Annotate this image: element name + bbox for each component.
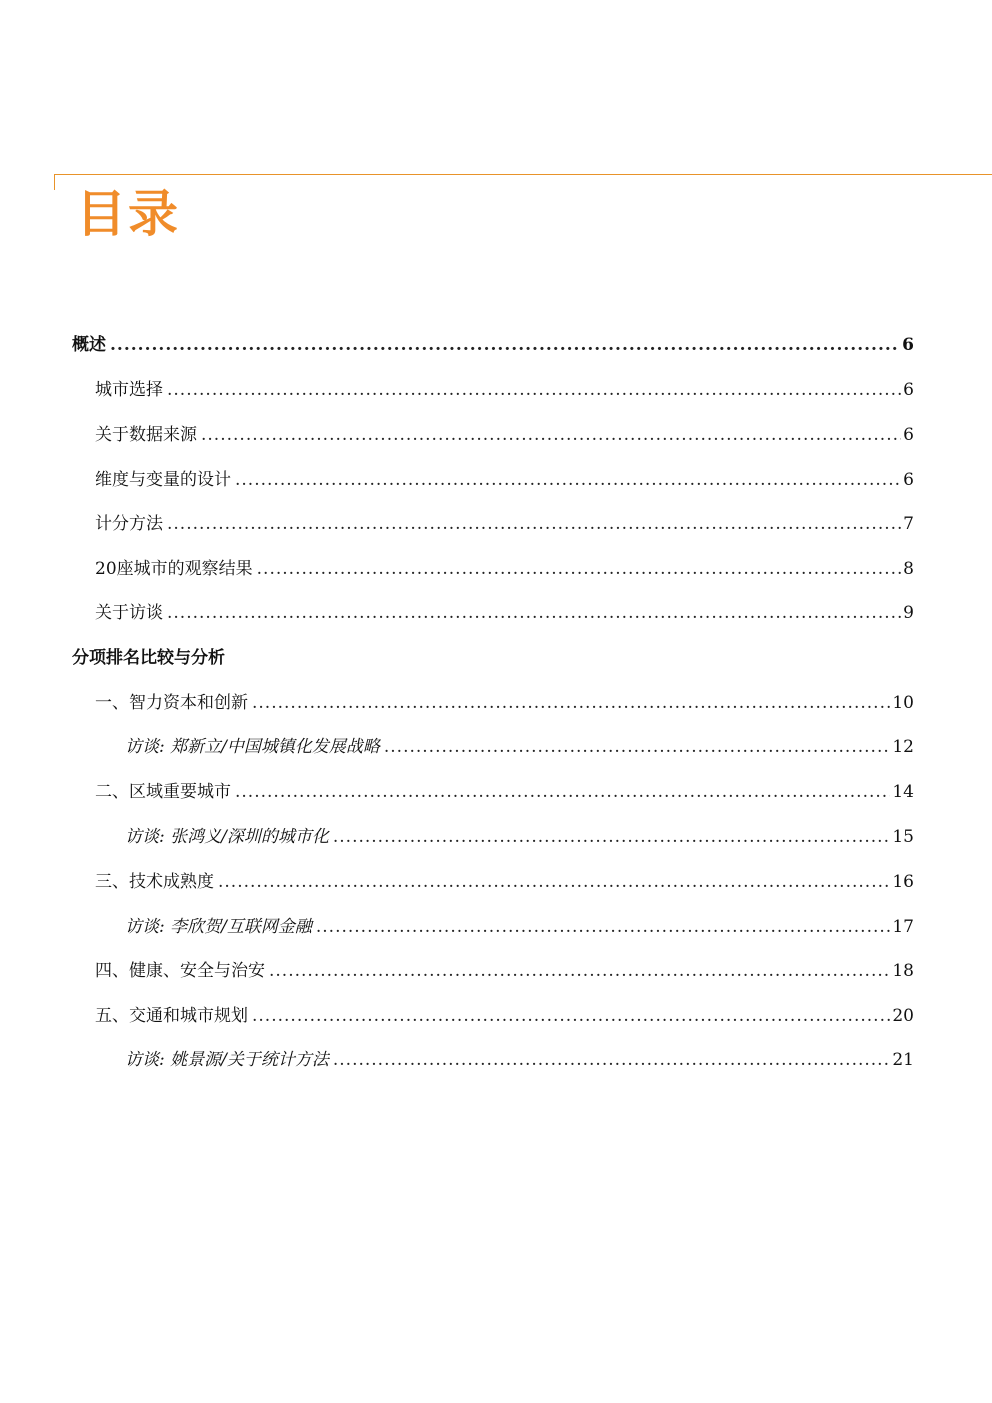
toc-dot-leader (252, 681, 890, 725)
toc-entry-about-interviews[interactable] (95, 591, 914, 635)
toc-page-number: 6 (903, 380, 914, 400)
toc-page-number: 12 (892, 737, 914, 757)
toc-dot-leader (201, 413, 901, 457)
toc-entry-intellectual-capital[interactable] (95, 681, 914, 725)
toc-dot-leader (235, 770, 890, 814)
toc-page-number: 17 (892, 917, 914, 937)
toc-entry-label: 访谈: 李欣贺/互联网金融 (125, 917, 312, 937)
toc-entry-label: 访谈: 郑新立/中国城镇化发展战略 (125, 737, 380, 757)
toc-section-ranking-analysis[interactable] (72, 636, 914, 680)
toc-page-number: 6 (903, 470, 914, 490)
toc-page-number: 21 (892, 1050, 914, 1070)
toc-page-number: 16 (892, 872, 914, 892)
toc-entry-label: 关于数据来源 (95, 425, 197, 445)
toc-entry-health-safety[interactable] (95, 949, 914, 993)
toc-entry-label: 四、健康、安全与治安 (95, 961, 265, 981)
toc-entry-label: 一、智力资本和创新 (95, 693, 248, 713)
toc-entry-overview[interactable] (72, 323, 914, 367)
toc-page-number: 8 (903, 559, 914, 579)
header-rule (54, 174, 992, 175)
toc-entry-transport-planning[interactable] (95, 994, 914, 1038)
toc-dot-leader (110, 323, 900, 367)
toc-page-number: 9 (903, 603, 914, 623)
toc-dot-leader (252, 994, 890, 1038)
toc-entry-label: 20座城市的观察结果 (95, 559, 253, 579)
toc-entry-observations[interactable] (95, 547, 914, 591)
toc-page-number: 20 (892, 1006, 914, 1026)
toc-entry-label: 三、技术成熟度 (95, 872, 214, 892)
toc-entry-label: 访谈: 张鸿义/深圳的城市化 (125, 827, 329, 847)
toc-entry-label: 关于访谈 (95, 603, 163, 623)
toc-dot-leader (167, 368, 901, 412)
toc-entry-regional-cities[interactable] (95, 770, 914, 814)
toc-page-number: 15 (892, 827, 914, 847)
toc-entry-label: 五、交通和城市规划 (95, 1006, 248, 1026)
toc-page-number: 18 (892, 961, 914, 981)
toc-dot-leader (167, 591, 901, 635)
toc-dot-leader (235, 458, 901, 502)
toc-entry-interview-zheng[interactable] (125, 725, 914, 769)
toc-entry-interview-yao[interactable] (125, 1038, 914, 1082)
toc-entry-tech-maturity[interactable] (95, 860, 914, 904)
toc-entry-label: 维度与变量的设计 (95, 470, 231, 490)
toc-dot-leader (257, 547, 902, 591)
toc-page-number: 14 (892, 782, 914, 802)
toc-dot-leader (269, 949, 890, 993)
toc-entry-label: 概述 (72, 335, 106, 355)
toc-dot-leader (316, 905, 891, 949)
toc-entry-label: 城市选择 (95, 380, 163, 400)
toc-entry-city-selection[interactable] (95, 368, 914, 412)
toc-dot-leader (218, 860, 890, 904)
toc-entry-data-sources[interactable] (95, 413, 914, 457)
header-rule-tick (54, 174, 55, 190)
toc-entry-label: 二、区域重要城市 (95, 782, 231, 802)
page-title: 目录 (76, 184, 180, 243)
toc-entry-label: 访谈: 姚景源/关于统计方法 (125, 1050, 329, 1070)
toc-entry-interview-zhang[interactable] (125, 815, 914, 859)
toc-dot-leader (167, 502, 901, 546)
toc-entry-interview-li[interactable] (125, 905, 914, 949)
toc-entry-dimension-design[interactable] (95, 458, 914, 502)
toc-entry-scoring-method[interactable] (95, 502, 914, 546)
toc-page-number: 6 (903, 425, 914, 445)
toc-dot-leader (333, 815, 891, 859)
toc-dot-leader (384, 725, 891, 769)
toc-entry-label: 计分方法 (95, 514, 163, 534)
toc-entry-label: 分项排名比较与分析 (72, 648, 225, 668)
toc-page-number: 7 (903, 514, 914, 534)
toc-page-number: 6 (902, 335, 914, 355)
toc-page-number: 10 (892, 693, 914, 713)
toc-dot-leader (333, 1038, 891, 1082)
